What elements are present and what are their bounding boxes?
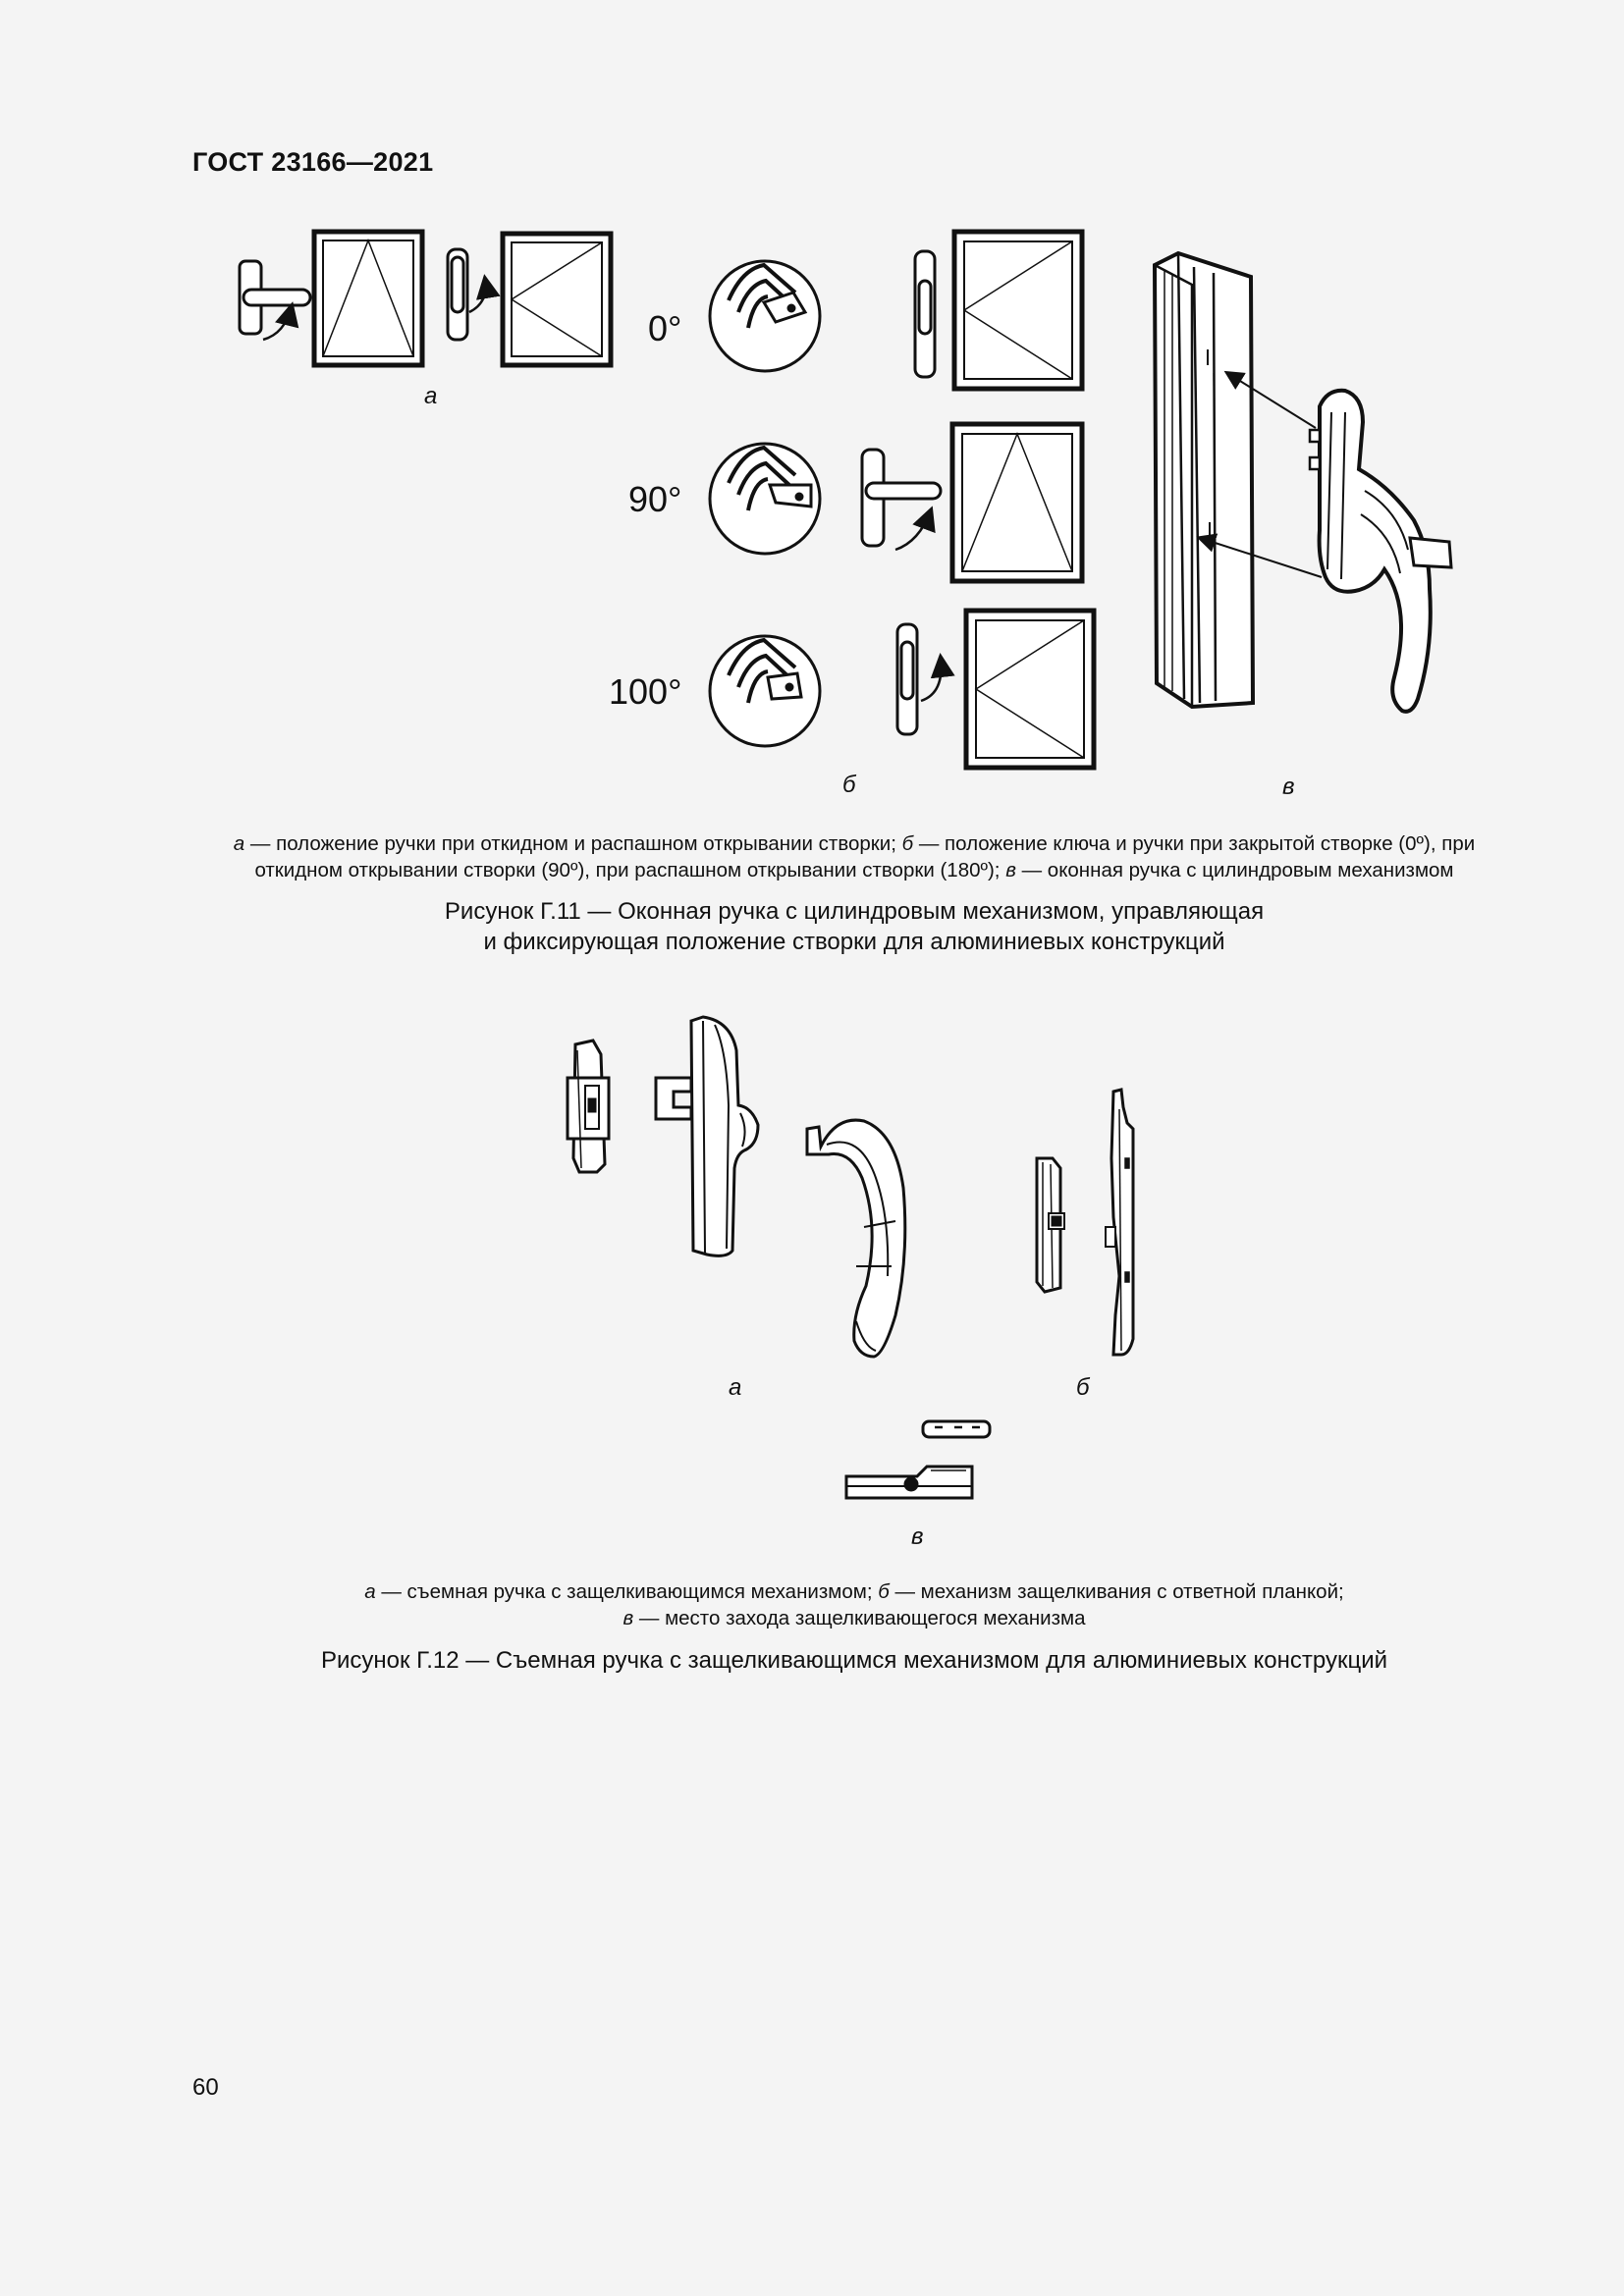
caption-line-1: Рисунок Г.11 — Оконная ручка с цилиндровым механизмом, управляющая [444, 898, 1265, 925]
figure-11-caption [187, 896, 1522, 957]
handle-rosette [656, 1017, 758, 1255]
window-tilt-b90 [952, 424, 1082, 581]
handle-base-plate [568, 1041, 609, 1172]
legend-text-b-cont: откидном открывании створки (90º), при распашном открывании створки (180º); [254, 859, 1006, 881]
window-tilt-a [314, 232, 422, 365]
legend12-text-a: — съемная ручка с защелкивающимся механизмом; [375, 1580, 879, 1603]
fig12-label-b: б [1076, 1374, 1090, 1401]
angle-label-90: 90° [628, 479, 682, 519]
strike-plate [1106, 1090, 1133, 1355]
window-turn-b0 [954, 232, 1082, 389]
document-header: ГОСТ 23166—2021 [192, 147, 434, 177]
legend-text-a: — положение ручки при откидном и распашном открывании створки; [244, 832, 902, 855]
legend-text-v: — оконная ручка с цилиндровым механизмом [1015, 859, 1454, 881]
window-turn-b100 [966, 611, 1094, 768]
legend-text-b: — положение ключа и ручки при закрытой створке (0º), при [913, 832, 1476, 855]
latch-entry-bottom [846, 1467, 972, 1498]
aluminium-profile-v [1155, 253, 1253, 707]
figure-12-legend [187, 1578, 1522, 1631]
legend12-key-a: а [364, 1580, 376, 1603]
handle-horizontal-b90 [862, 450, 941, 550]
latch-mechanism [1037, 1158, 1064, 1292]
figure-11-drawing [0, 0, 1624, 805]
window-turn-a [503, 234, 611, 365]
handle-lever [807, 1120, 905, 1357]
legend12-key-b: б [878, 1580, 890, 1603]
fig11-label-b: б [842, 772, 856, 798]
angle-label-100: 100° [609, 671, 682, 712]
handle-vertical-a [448, 249, 486, 340]
key-cylinder-90 [710, 444, 820, 554]
page-number: 60 [192, 2074, 219, 2101]
key-cylinder-0 [710, 261, 820, 371]
key-cylinder-100 [710, 636, 820, 746]
handle-vertical-b0 [915, 251, 935, 377]
legend-key-b: б [901, 832, 914, 855]
handle-horizontal-a [240, 261, 310, 340]
legend12-text-b: — механизм защелкивания с ответной планкой; [889, 1580, 1344, 1603]
legend12-text-v: — место захода защелкивающегося механизма [633, 1607, 1086, 1629]
caption-line-2: и фиксирующая положение створки для алюминиевых конструкций [483, 929, 1225, 955]
fig11-label-v: в [1282, 774, 1295, 800]
angle-label-0: 0° [648, 308, 682, 348]
fig12-label-a: а [729, 1374, 742, 1401]
figure-12-caption: Рисунок Г.12 — Съемная ручка с защелкивающимся механизмом для алюминиевых конструкций [320, 1647, 1388, 1674]
latch-entry-top [923, 1421, 990, 1437]
fig11-label-a: а [424, 383, 438, 409]
handle-vertical-b100 [897, 624, 942, 734]
legend-key-v: в [1005, 859, 1016, 881]
legend12-key-v: в [623, 1607, 634, 1629]
fig12-label-v: в [911, 1523, 924, 1550]
legend-key-a: а [233, 832, 245, 855]
figure-11-legend [187, 830, 1522, 883]
